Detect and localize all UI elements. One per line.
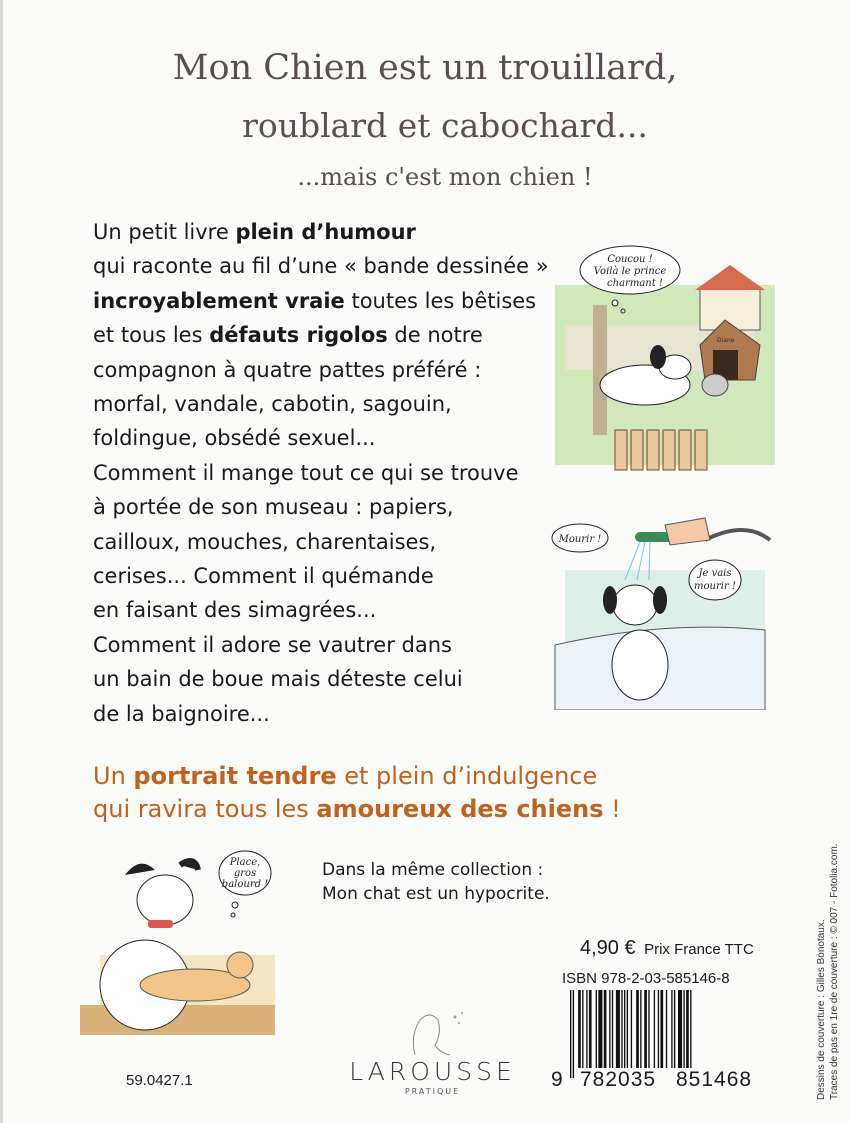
text-segment: foldingue, obsédé sexuel... (93, 426, 376, 451)
barcode-bar (666, 990, 667, 1068)
text-segment: Comment il mange tout ce qui se trouve (93, 460, 519, 485)
barcode-digits-right: 851468 (676, 1068, 753, 1091)
barcode-bar (612, 990, 613, 1068)
credits (815, 843, 841, 1100)
barcode-bar (636, 990, 639, 1068)
barcode-bar (604, 990, 607, 1068)
collection-title: Mon chat est un hypocrite. (322, 884, 550, 904)
barcode-bar (674, 990, 675, 1068)
emphasis-text: amoureux des chiens (316, 795, 604, 823)
cat-bubble-line-2: gros (233, 868, 257, 879)
tagline-line (93, 795, 621, 823)
barcode-bar (624, 990, 625, 1068)
text-segment: et tous les (93, 323, 210, 348)
barcode-bar (621, 990, 622, 1068)
bath-dog-illustration (545, 510, 775, 710)
barcode-bar (616, 990, 620, 1068)
dog-and-cat-illustration (70, 845, 275, 1040)
barcode-bar (578, 990, 581, 1068)
text-segment: de la baignoire... (93, 701, 270, 726)
barcode-bar (631, 990, 632, 1078)
barcode-bar (589, 990, 592, 1068)
text-segment: ! (603, 795, 621, 823)
body-line (93, 495, 454, 519)
body-line (93, 702, 270, 726)
body-line (93, 392, 452, 416)
garden-bubble-line-3: charmant ! (607, 278, 663, 289)
barcode-bar (683, 990, 684, 1068)
barcode-bar (671, 990, 672, 1068)
text-segment: de notre (387, 323, 483, 348)
barcode-bar (573, 990, 574, 1078)
barcode-bar (582, 990, 583, 1068)
title-line-1: Mon Chien est un trouillard, (172, 48, 678, 88)
cat-bubble-line-3: balourd ! (221, 879, 269, 890)
text-segment: qui ravira tous les (93, 795, 317, 823)
body-line (93, 358, 481, 382)
garden-bubble-line-2: Voilà le prince (593, 266, 667, 277)
barcode-bar (644, 990, 647, 1068)
kennel-sign: Diane (717, 337, 735, 344)
garden-dog-illustration (545, 245, 780, 475)
barcode-bar (586, 990, 587, 1068)
text-segment: cerises... Comment il quémande (93, 564, 434, 588)
body-line (93, 461, 519, 485)
body-line (93, 633, 452, 657)
price-label: Prix France TTC (644, 941, 754, 958)
text-segment: qui raconte au fil d’une « bande dessinée » (93, 254, 549, 279)
barcode-bar (678, 990, 682, 1068)
text-segment: compagnon à quatre pattes préféré : (93, 357, 482, 382)
text-segment: un bain de boue mais déteste celui (93, 667, 463, 692)
barcode-digits-left: 782035 (580, 1068, 657, 1091)
text-segment: en faisant des simagrées... (93, 598, 377, 623)
barcode-digit-first: 9 (551, 1068, 564, 1091)
emphasis-text: plein d’humour (235, 220, 416, 244)
bath-bubble-left: Mourir ! (558, 534, 602, 545)
publisher-imprint: PRATIQUE (404, 1087, 461, 1096)
barcode-bar (640, 990, 641, 1068)
body-line (93, 220, 416, 244)
text-segment: et plein d’indulgence (336, 762, 598, 790)
barcode-bar (598, 990, 602, 1068)
collection-label: Dans la même collection : (322, 860, 544, 880)
emphasis-text: portrait tendre (133, 762, 337, 790)
publisher-logo (340, 1005, 525, 1100)
barcode-bar (570, 990, 571, 1078)
barcode-bar (690, 990, 691, 1078)
publisher-name: LAROUSSE (349, 1057, 516, 1086)
text-segment: Un petit livre (93, 220, 236, 244)
barcode-bar (596, 990, 597, 1068)
body-line (93, 667, 463, 691)
price-amount: 4,90 € (580, 937, 636, 959)
barcode-bar (609, 990, 610, 1068)
body-line (93, 530, 436, 554)
tagline-line (93, 762, 597, 790)
body-line (93, 289, 536, 313)
bath-bubble-right-2: mourir ! (694, 581, 736, 592)
bath-bubble-right-1: Je vais (698, 568, 732, 579)
body-line (93, 426, 375, 450)
body-line (93, 598, 376, 622)
barcode-bar (658, 990, 659, 1068)
text-segment: toutes les bêtises (344, 288, 537, 313)
title-line-2: roublard et cabochard... (242, 106, 648, 145)
text-segment: Comment il adore se vautrer dans (93, 632, 452, 657)
barcode-bar (648, 990, 649, 1068)
body-line (93, 323, 483, 347)
credits-line-2: Traces de pas en 1re de couverture : © 007 - Fotolia.com. (829, 843, 840, 1100)
text-segment: cailloux, mouches, charentaises, (93, 529, 437, 554)
emphasis-text: défauts rigolos (209, 323, 388, 348)
body-line (93, 254, 549, 278)
barcode (570, 990, 765, 1078)
text-segment: morfal, vandale, cabotin, sagouin, (93, 392, 452, 416)
title-line-3: ...mais c'est mon chien ! (297, 163, 593, 191)
emphasis-text: incroyablement vraie (93, 288, 345, 313)
text-segment: à portée de son museau : papiers, (93, 495, 454, 520)
isbn: ISBN 978-2-03-585146-8 (562, 970, 730, 987)
sower-logo-icon (340, 1005, 525, 1060)
barcode-bar (686, 990, 689, 1068)
text-segment: Un (93, 762, 134, 790)
credits-line-1: Dessins de couverture : Gilles Bonotaux. (816, 919, 827, 1100)
barcode-bar (660, 990, 663, 1068)
body-line (93, 564, 434, 588)
barcode-bar (627, 990, 628, 1068)
price (580, 937, 754, 960)
cat-bubble-line-1: Place, (229, 857, 261, 868)
barcode-bar (654, 990, 655, 1068)
product-code: 59.0427.1 (126, 1072, 193, 1089)
garden-bubble-line-1: Coucou ! (607, 254, 653, 265)
